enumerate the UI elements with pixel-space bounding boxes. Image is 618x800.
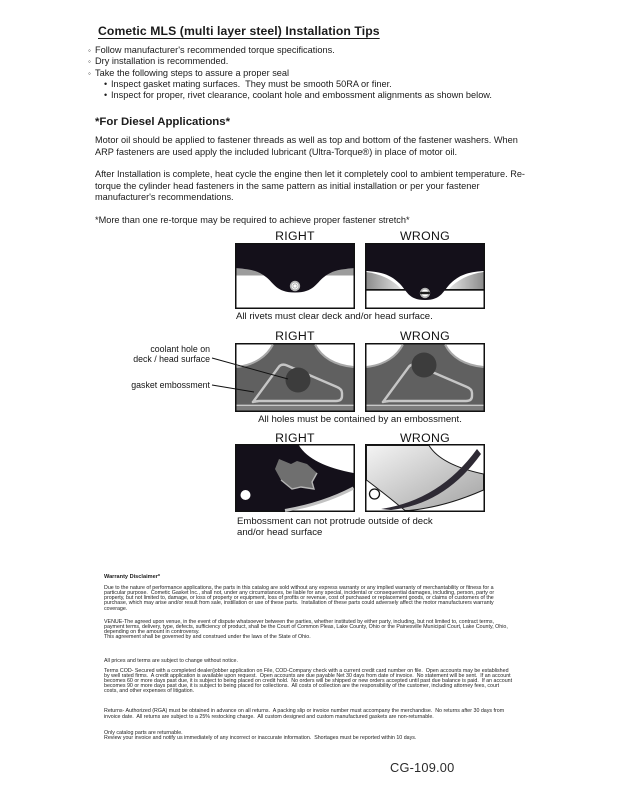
row3-caption [237, 516, 497, 538]
list-sub-item [104, 79, 540, 90]
hole-right-diagram [235, 343, 355, 412]
bullet-icon: • [104, 78, 108, 89]
bullet-icon: • [104, 90, 108, 101]
catalog-parts-line: Only catalog parts are returnable. [104, 729, 183, 736]
caption-line: Embossment can not protrude outside of deck [237, 516, 433, 527]
warranty-heading: Warranty Disclaimer* [104, 574, 161, 580]
rivet-wrong-diagram [365, 243, 485, 309]
annotation-leader-lines [210, 351, 295, 397]
gasket-embossment-annotation: gasket embossment [131, 380, 210, 390]
open-bullet-icon: ◦ [88, 57, 91, 67]
list-sub-item [104, 90, 540, 101]
annotation-text: coolant hole on [150, 344, 210, 354]
list-item-text: Take the following steps to assure a proper seal [95, 67, 290, 78]
wrong-label-row1: WRONG [400, 229, 450, 243]
warranty-paragraph: Due to the nature of performance applications, the parts in this catalog are sold without any express warranty or any implied warranty of merchantability or fitness for a particular purpose. Cometic Gasket Inc., shall not, under any circumstances, be liable for any special, incidental or consequential damages, including, person, party or property, but not limited to, damage, or loss of property or equipment, loss of profits or revenue, cost of purchased or replacement goods, or claims of customers of the purchase, which may arise and/or result from sale, instillation or use of these parts. Installation of these parts could adversely affect the motor manufacturers warranty coverage. [104, 585, 496, 612]
review-invoice-line: Review your invoice and notify us immediately of any incorrect or inaccurate information. Shortages must be reported within 10 days. [104, 734, 417, 741]
wrong-label-row3: WRONG [400, 431, 450, 445]
page-number: CG-109.00 [390, 760, 455, 775]
right-label-row3: RIGHT [275, 431, 315, 445]
list-item [88, 56, 540, 67]
protrude-right-diagram [235, 444, 355, 512]
list-item-text: Inspect for proper, rivet clearance, coolant hole and embossment alignments as shown below. [111, 90, 492, 101]
annotation-text: deck / head surface [133, 353, 210, 364]
rivet-right-diagram [235, 243, 355, 309]
list-item-text: Follow manufacturer's recommended torque specifications. [95, 45, 335, 55]
installation-tips-section [88, 24, 540, 226]
diesel-paragraph-1: Motor oil should be applied to fastener threads as well as top and bottom of the fastener washers. When ARP fasteners are used apply the included lubricant (Ultra-Torque®) in place of motor oil. [95, 135, 518, 157]
row2-caption: All holes must be contained by an embossment. [258, 414, 462, 425]
page-title: Cometic MLS (multi layer steel) Installation Tips [98, 24, 380, 38]
caption-line: and/or head surface [237, 527, 323, 539]
open-bullet-icon: ◦ [88, 46, 91, 55]
list-item [88, 68, 540, 79]
list-item-text: Dry installation is recommended. [95, 56, 229, 67]
diesel-applications-heading: *For Diesel Applications* [95, 116, 231, 129]
coolant-hole-annotation [116, 345, 210, 364]
tips-list [88, 45, 540, 101]
right-label-row2: RIGHT [275, 329, 315, 343]
venue-paragraph: VENUE-The agreed upon venue, in the event of dispute whatsoever between the parties, whether instituted by either party, including, but not limited to, contract terms, payment terms, delivery, type, defects, sufficiency of product, shall be the Court of Common Pleas, Lake County, Ohio or the Painesville Municipal Court, Lake County, Ohio, depending on the amount in controversy. [104, 618, 510, 636]
terms-cod-paragraph: Terms COD- Secured with a completed dealer/jobber application on File, COD-Company check with a current credit card number on file. Open accounts may be established by well rated firms. A credit application is available upon request. Open accounts are due payable Net 30 days from date of invoice. No statement will be sent. If an account becomes 60 or more days past due, it is subject to being placed on credit hold. No orders will be shipped or new orders accepted until past due balance is paid. If an account becomes 90 or more days past due, it is subject to being placed for collections. All costs of collection are the responsibility of the customer, including attorney fees, court costs, and other expenses of litigation. [104, 667, 514, 695]
open-bullet-icon: ◦ [88, 68, 91, 78]
list-item-text: Inspect gasket mating surfaces. They must be smooth 50RA or finer. [111, 78, 392, 89]
right-label-row1: RIGHT [275, 229, 315, 243]
agreement-line: This agreement shall be governed by and construed under the laws of the State of Ohio. [104, 634, 311, 641]
diesel-paragraph-2: After Installation is complete, heat cycle the engine then let it completely cool to ambient temperature. Re-torque the cylinder head fasteners in the same pattern as initial installation or per your fastener manufacturer's recommendations. [95, 169, 525, 203]
returns-paragraph: Returns- Authorized (RGA) must be obtained in advance on all returns. A packing slip or invoice number must accompany the merchandise. No returns after 30 days from invoice date. All returns are subject to a 25% restocking charge. All custom designed and custom manufactured gaskets are non-returnable. [104, 708, 506, 720]
wrong-label-row2: WRONG [400, 329, 450, 343]
protrude-wrong-diagram [365, 444, 485, 512]
warranty-disclaimer-section [104, 574, 514, 741]
row1-caption: All rivets must clear deck and/or head surface. [236, 311, 433, 322]
list-item [88, 45, 540, 56]
hole-wrong-diagram [365, 343, 485, 412]
prices-line: All prices and terms are subject to change without notice. [104, 658, 238, 665]
retorque-note: *More than one re-torque may be required to achieve proper fastener stretch* [95, 214, 410, 225]
